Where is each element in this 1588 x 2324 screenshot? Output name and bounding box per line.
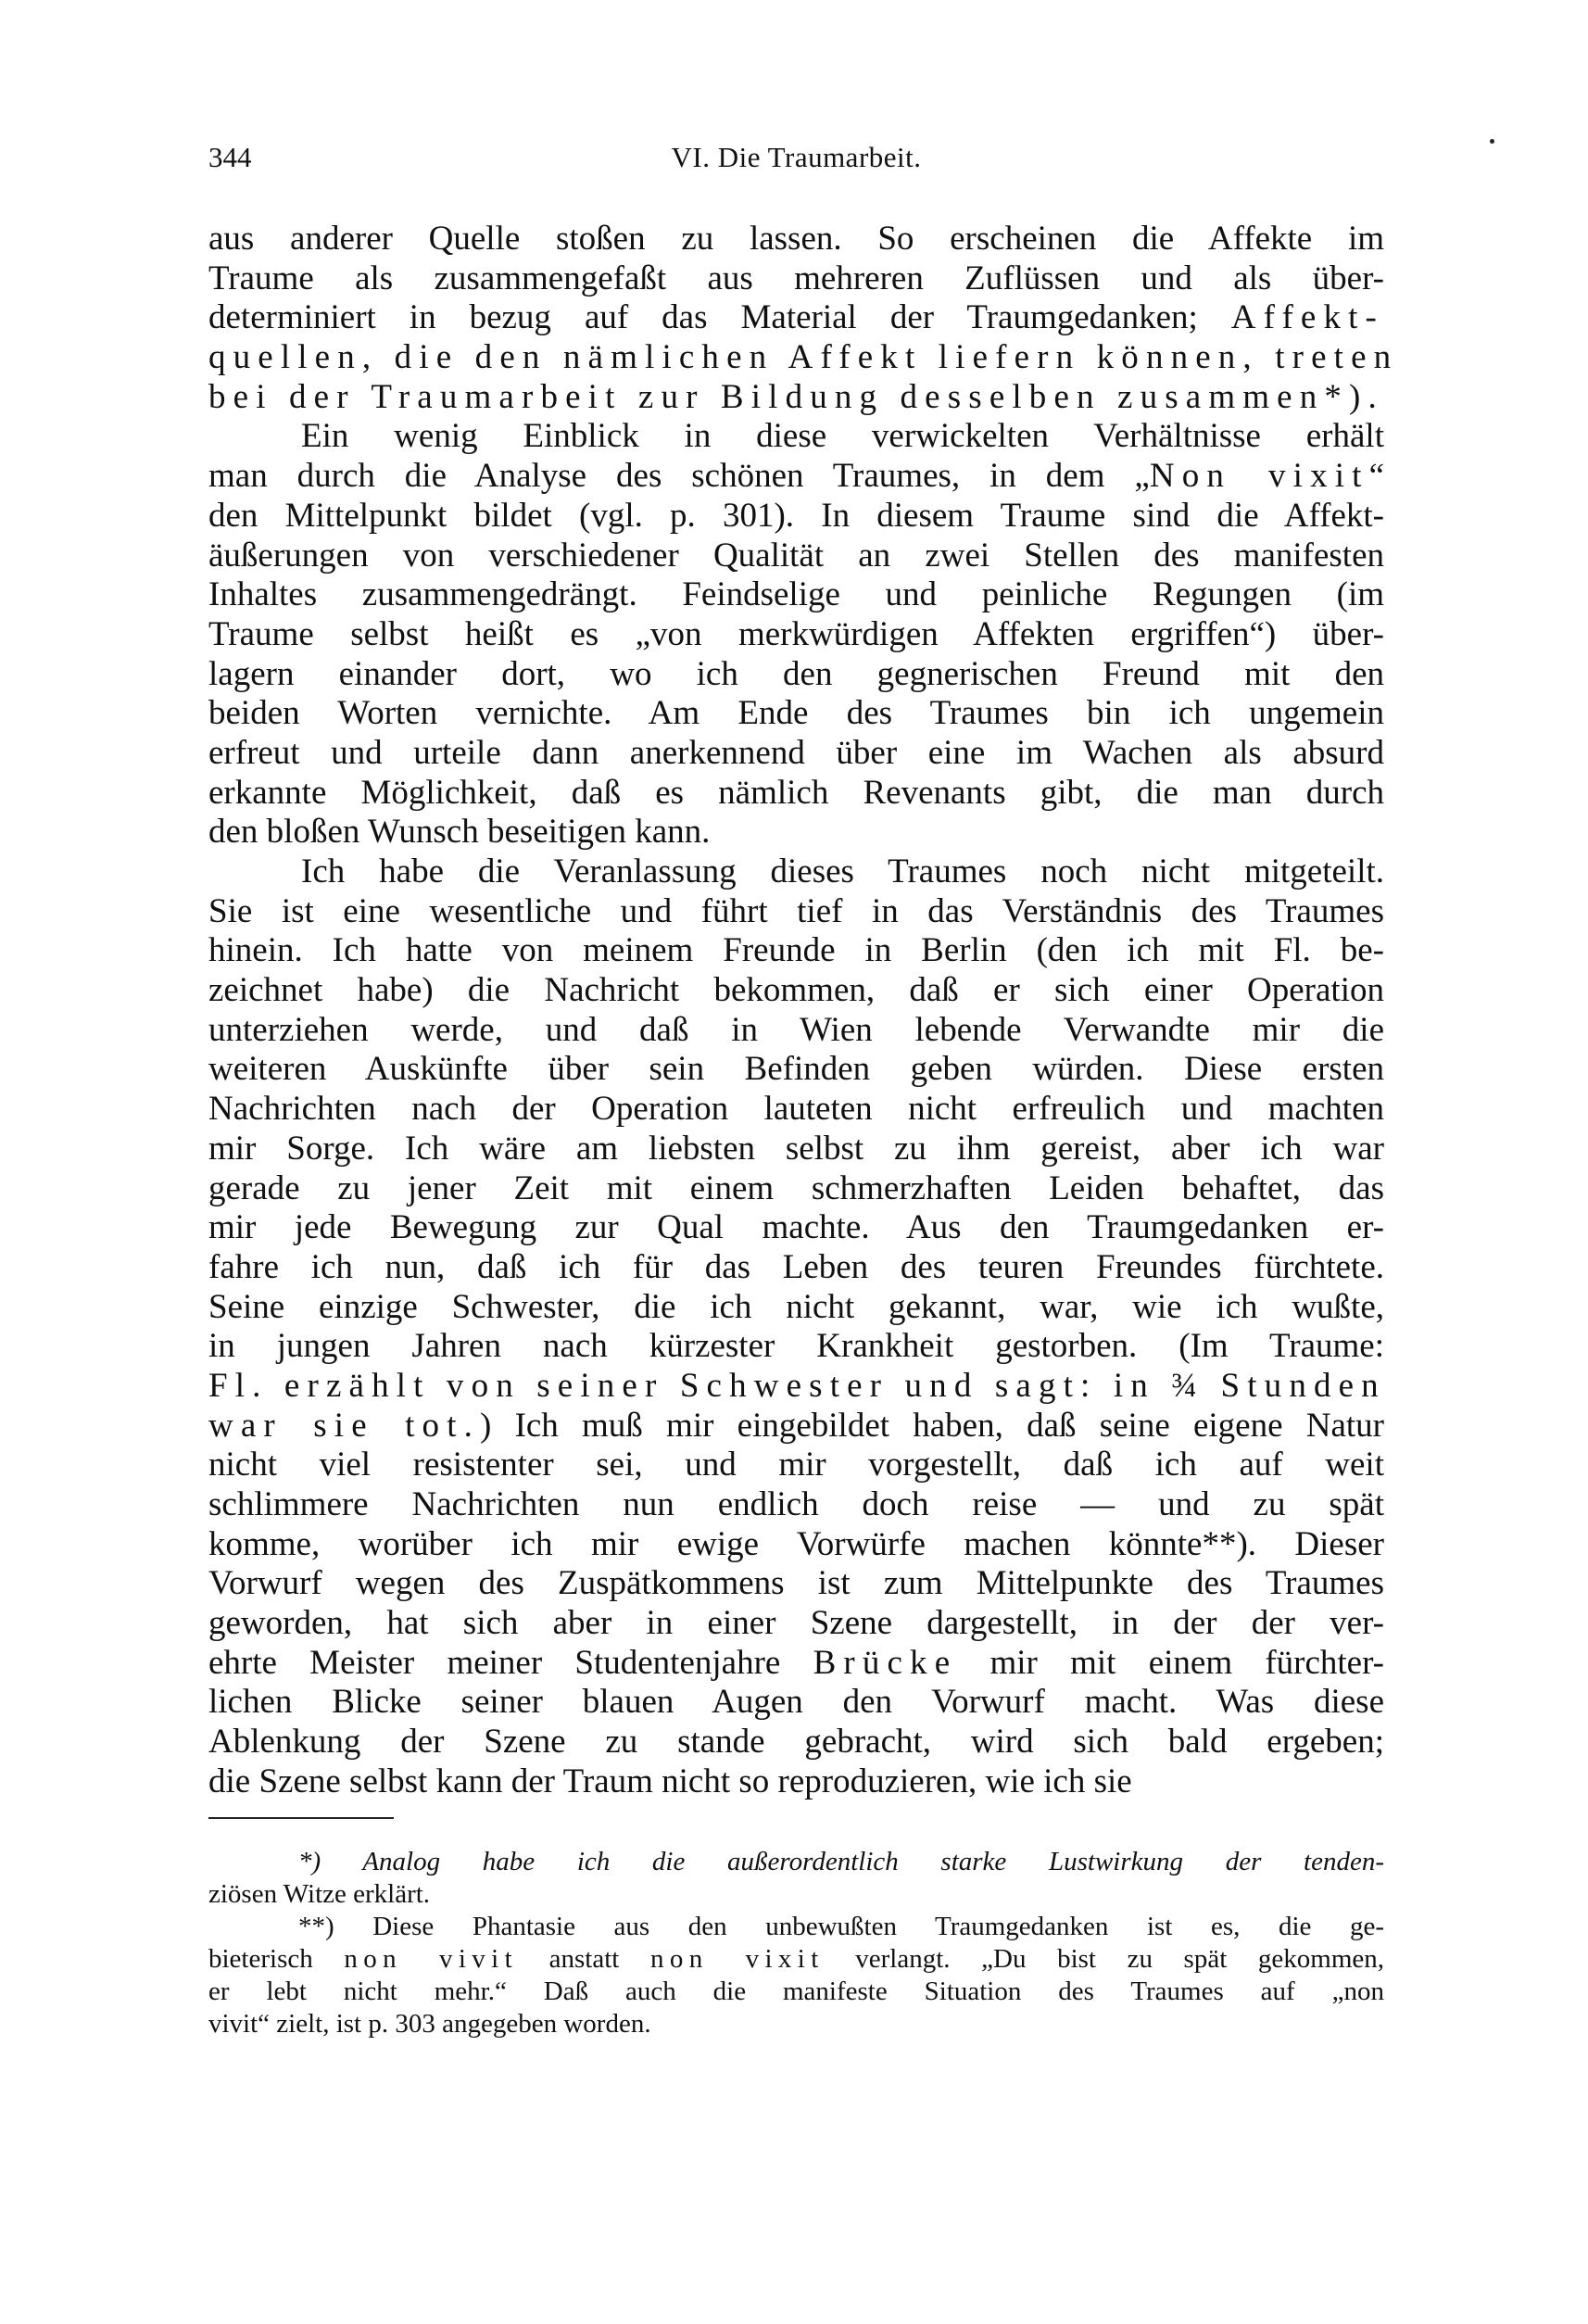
text-segment: schlimmere Nachrichten nun endlich doch reise — und zu spät xyxy=(208,1485,1384,1523)
text-segment: geworden, hat sich aber in einer Szene dargestellt, in der der ver- xyxy=(208,1604,1384,1643)
text-line xyxy=(208,1248,1384,1288)
text-line xyxy=(208,1327,1384,1367)
text-line xyxy=(208,1525,1384,1565)
text-segment: äußerungen von verschiedener Qualität an zwei Stellen des manifesten xyxy=(208,536,1384,575)
text-segment: ziösen Witze erklärt. xyxy=(208,1879,431,1909)
text-line xyxy=(208,1367,1384,1407)
text-segment: hinein. Ich hatte von meinem Freunde in Berlin (den ich mit Fl. be- xyxy=(208,931,1384,970)
footnote-line xyxy=(208,1911,1384,1943)
text-line xyxy=(208,1288,1384,1328)
text-segment: mir mit einem fürchter- xyxy=(957,1643,1385,1682)
text-segment: *) Analog habe ich die außerordentlich starke Lustwirkung der tenden- xyxy=(298,1847,1384,1876)
text-segment: verlangt. „Du bist zu spät gekommen, xyxy=(824,1944,1384,1974)
text-segment: vivit“ zielt, ist p. 303 angegeben worden. xyxy=(208,2009,651,2039)
text-segment: erkannte Möglichkeit, daß es nämlich Revenants gibt, die man durch xyxy=(208,773,1384,812)
running-header xyxy=(208,139,1384,176)
text-segment: Traume als zusammengefaßt aus mehreren Zuflüssen und als über- xyxy=(208,259,1384,297)
footnote-line xyxy=(208,1878,1384,1911)
text-line xyxy=(208,417,1384,457)
text-line xyxy=(208,813,1384,853)
text-line xyxy=(208,1407,1384,1446)
spaced-emphasis: quellen, die den nämlichen Affekt liefern können, treten xyxy=(208,338,1399,377)
text-line xyxy=(208,1683,1384,1723)
text-segment: determiniert in bezug auf das Material der Traumgedanken; xyxy=(208,298,1231,337)
text-segment: Nachrichten nach der Operation lauteten nicht erfreulich und machten xyxy=(208,1090,1384,1129)
spaced-emphasis: bei der Traumarbeit zur Bildung desselben zusammen*). xyxy=(208,377,1384,416)
text-segment: Traume selbst heißt es „von merkwürdigen Affekten ergriffen“) über- xyxy=(208,614,1384,653)
text-segment: den Mittelpunkt bildet (vgl. p. 301). In diesem Traume sind die Affekt- xyxy=(208,496,1384,535)
text-segment: ) Ich muß mir eingebildet haben, daß seine eigene Natur xyxy=(480,1406,1384,1445)
text-segment: Ein wenig Einblick in diese verwickelten Verhältnisse erhält xyxy=(301,417,1384,456)
text-segment: lichen Blicke seiner blauen Augen den Vorwurf macht. Was diese xyxy=(208,1683,1384,1722)
spaced-emphasis: non vixit xyxy=(649,1944,825,1974)
text-segment: komme, worüber ich mir ewige Vorwürfe machen könnte**). Dieser xyxy=(208,1524,1384,1563)
text-line xyxy=(208,1446,1384,1485)
footnote-line xyxy=(208,2008,1384,2040)
text-line xyxy=(208,971,1384,1011)
text-line xyxy=(208,1485,1384,1525)
text-segment: unterziehen werde, und daß in Wien lebende Verwandte mir die xyxy=(208,1010,1384,1049)
page-number: 344 xyxy=(208,141,252,173)
text-segment: zeichnet habe) die Nachricht bekommen, daß er sich einer Operation xyxy=(208,971,1384,1010)
text-line xyxy=(208,1130,1384,1169)
footnote-line xyxy=(208,1846,1384,1878)
text-segment: **) Diese Phantasie aus den unbewußten Traumgedanken ist es, die ge- xyxy=(298,1912,1384,1941)
spaced-emphasis: war sie tot. xyxy=(208,1406,481,1445)
text-line xyxy=(208,1762,1384,1802)
text-line xyxy=(208,1011,1384,1051)
text-segment: nicht viel resistenter sei, und mir vorgestellt, daß ich auf weit xyxy=(208,1446,1384,1484)
text-line xyxy=(208,694,1384,734)
text-line xyxy=(208,1723,1384,1762)
text-segment: Seine einzige Schwester, die ich nicht gekannt, war, wie ich wußte, xyxy=(208,1287,1384,1326)
text-line xyxy=(208,378,1384,418)
text-segment: erfreut und urteile dann anerkennend über eine im Wachen als absurd xyxy=(208,733,1384,772)
text-segment: anstatt xyxy=(518,1944,650,1974)
text-line xyxy=(208,1090,1384,1130)
text-line xyxy=(208,853,1384,892)
text-segment: beiden Worten vernichte. Am Ende des Traumes bin ich ungemein xyxy=(208,694,1384,733)
text-line xyxy=(208,1169,1384,1209)
text-line xyxy=(208,1050,1384,1090)
running-title: VI. Die Traumarbeit. xyxy=(671,141,922,173)
footnotes xyxy=(208,1846,1384,2040)
text-segment: mir Sorge. Ich wäre am liebsten selbst zu ihm gereist, aber ich war xyxy=(208,1129,1384,1168)
text-segment: gerade zu jener Zeit mit einem schmerzhaften Leiden behaftet, das xyxy=(208,1168,1384,1207)
text-line xyxy=(208,734,1384,774)
text-segment: Ich habe die Veranlassung dieses Traumes noch nicht mitgeteilt. xyxy=(301,853,1384,890)
spaced-emphasis: non vivit xyxy=(344,1944,519,1974)
text-segment: “ xyxy=(1368,457,1385,496)
text-line xyxy=(208,575,1384,615)
spaced-emphasis: Brücke xyxy=(813,1643,958,1682)
text-line xyxy=(208,457,1384,497)
text-segment: lagern einander dort, wo ich den gegnerischen Freund mit den xyxy=(208,654,1384,693)
text-line xyxy=(208,655,1384,695)
text-segment: Sie ist eine wesentliche und führt tief in das Verständnis des Traumes xyxy=(208,891,1384,930)
text-segment: fahre ich nun, daß ich für das Leben des teuren Freundes fürchtete. xyxy=(208,1247,1384,1286)
spaced-emphasis: Affekt- xyxy=(1230,298,1384,337)
text-line xyxy=(208,1604,1384,1644)
text-segment: den bloßen Wunsch beseitigen kann. xyxy=(208,813,711,852)
text-segment: man durch die Analyse des schönen Traumes, in dem „ xyxy=(208,457,1150,496)
text-line xyxy=(208,1564,1384,1604)
body-text xyxy=(208,220,1399,1802)
footnote-line xyxy=(208,1976,1384,2008)
text-segment: aus anderer Quelle stoßen zu lassen. So erscheinen die Affekte im xyxy=(208,220,1384,258)
text-segment: die Szene selbst kann der Traum nicht so reproduzieren, wie ich sie xyxy=(208,1762,1132,1800)
footnote-line xyxy=(208,1943,1384,1976)
text-line xyxy=(208,338,1399,378)
scan-speck xyxy=(1490,139,1494,144)
text-segment: Inhaltes zusammengedrängt. Feindselige und peinliche Regungen (im xyxy=(208,575,1384,614)
text-segment: weiteren Auskünfte über sein Befinden geben würden. Diese ersten xyxy=(208,1050,1384,1089)
text-segment: bieterisch xyxy=(208,1944,345,1974)
spaced-emphasis: Fl. erzählt von seiner Schwester und sagt: in ¾ Stunden xyxy=(208,1366,1386,1405)
text-line xyxy=(208,298,1384,338)
text-segment: Vorwurf wegen des Zuspätkommens ist zum Mittelpunkte des Traumes xyxy=(208,1564,1384,1603)
text-segment: ehrte Meister meiner Studentenjahre xyxy=(208,1643,813,1682)
text-segment: Ablenkung der Szene zu stande gebracht, wird sich bald ergeben; xyxy=(208,1723,1384,1762)
text-line xyxy=(208,1208,1384,1248)
text-segment: er lebt nicht mehr.“ Daß auch die manifeste Situation des Traumes auf „non xyxy=(208,1977,1384,2006)
text-line xyxy=(208,615,1384,655)
text-line xyxy=(208,892,1384,932)
text-segment: in jungen Jahren nach kürzester Krankheit gestorben. (Im Traume: xyxy=(208,1327,1384,1366)
text-line xyxy=(208,537,1384,576)
spaced-emphasis: Non vixit xyxy=(1149,457,1369,496)
text-line xyxy=(208,220,1384,259)
footnote-rule xyxy=(208,1817,394,1819)
text-line xyxy=(208,774,1384,814)
text-line xyxy=(208,1644,1384,1684)
text-line xyxy=(208,931,1384,971)
text-line xyxy=(208,259,1384,299)
text-line xyxy=(208,497,1384,537)
text-segment: mir jede Bewegung zur Qual machte. Aus den Traumgedanken er- xyxy=(208,1208,1384,1247)
